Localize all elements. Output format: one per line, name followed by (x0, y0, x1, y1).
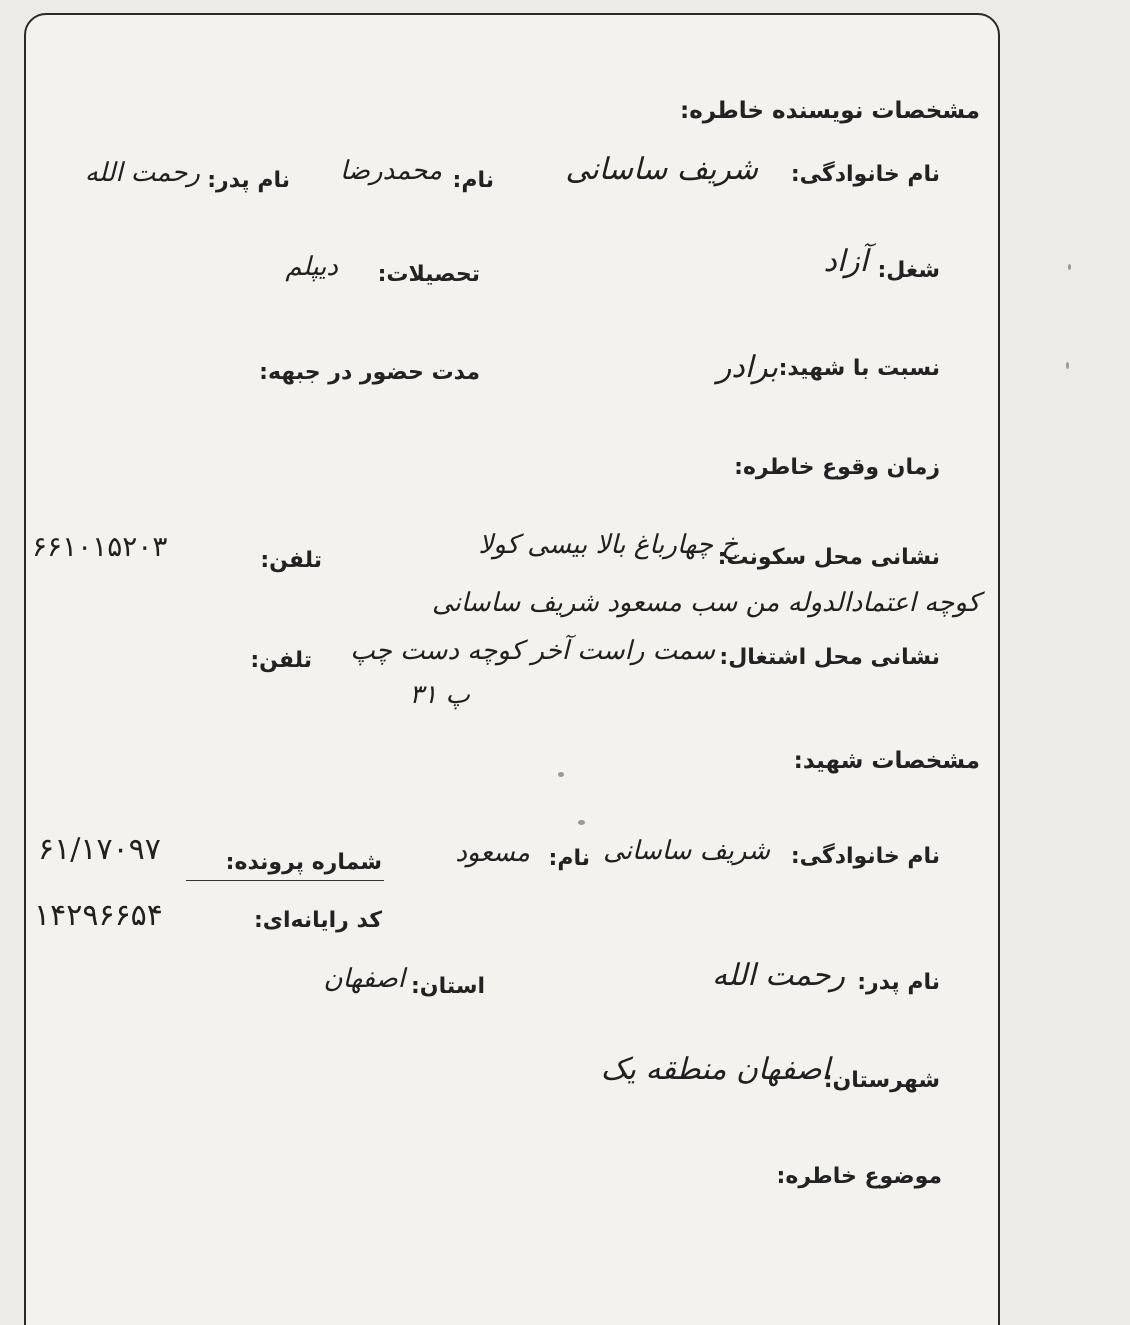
martyr-memory-subject-label: موضوع خاطره: (776, 1164, 942, 1189)
writer-first-name-label: نام: (452, 168, 494, 193)
scan-speck (1066, 362, 1069, 369)
scan-speck (578, 820, 585, 825)
writer-home-address-line2: کوچه اعتمادالدوله من سب مسعود شریف ساسانی (431, 588, 980, 618)
martyr-file-number-label: شماره پرونده: (225, 850, 382, 875)
scan-speck (558, 772, 564, 777)
writer-home-phone-label: تلفن: (260, 548, 322, 573)
writer-home-phone-value: ۶۶۱۰۱۵۲۰۳ (32, 530, 168, 563)
martyr-computer-code-label: کد رایانه‌ای: (254, 908, 382, 933)
writer-relation-label: نسبت با شهید: (778, 356, 940, 381)
martyr-city-label: شهرستان: (823, 1068, 940, 1093)
writer-home-address-label: نشانی محل سکونت: (717, 545, 940, 570)
martyr-file-number-value: ۶۱/۱۷۰۹۷ (38, 832, 161, 867)
writer-occupation-value: آزاد (823, 244, 868, 279)
writer-work-phone-label: تلفن: (250, 648, 312, 673)
writer-father-name-value: رحمت الله (84, 158, 200, 188)
martyr-first-name-value: مسعود (455, 838, 530, 868)
writer-work-address-value: سمت راست آخر کوچه دست چپ (350, 636, 715, 666)
writer-work-address-label: نشانی محل اشتغال: (719, 645, 940, 670)
writer-memory-time-label: زمان وقوع خاطره: (734, 455, 940, 480)
writer-home-address-line1: خ چهارباغ بالا بیسی کولا (478, 530, 738, 560)
writer-education-value: دیپلم (285, 252, 338, 282)
martyr-father-name-value: رحمت الله (712, 958, 845, 993)
martyr-computer-code-value: ۱۴۲۹۶۶۵۴ (34, 898, 163, 933)
writer-front-duration-label: مدت حضور در جبهه: (259, 360, 480, 385)
martyr-family-name-label: نام خانوادگی: (790, 844, 940, 869)
martyr-section-heading: مشخصات شهید: (793, 748, 980, 774)
file-number-underline (186, 880, 384, 881)
writer-education-label: تحصیلات: (377, 262, 480, 287)
martyr-province-label: استان: (411, 974, 485, 999)
martyr-family-name-value: شریف ساسانی (603, 836, 770, 866)
writer-father-name-label: نام پدر: (207, 168, 290, 193)
writer-relation-value: برادر (716, 350, 778, 385)
martyr-province-value: اصفهان (323, 964, 405, 994)
writer-section-heading: مشخصات نویسنده خاطره: (680, 98, 980, 124)
martyr-first-name-label: نام: (548, 846, 590, 871)
writer-family-name-label: نام خانوادگی: (790, 162, 940, 187)
writer-work-address-extra: پ ۳۱ (409, 680, 470, 710)
scan-speck (1068, 264, 1071, 270)
martyr-city-value: اصفهان منطقه یک (600, 1052, 830, 1087)
martyr-father-name-label: نام پدر: (857, 970, 940, 995)
writer-first-name-value: محمدرضا (340, 156, 442, 186)
writer-occupation-label: شغل: (877, 258, 940, 283)
writer-family-name-value: شریف ساسانی (565, 152, 758, 187)
